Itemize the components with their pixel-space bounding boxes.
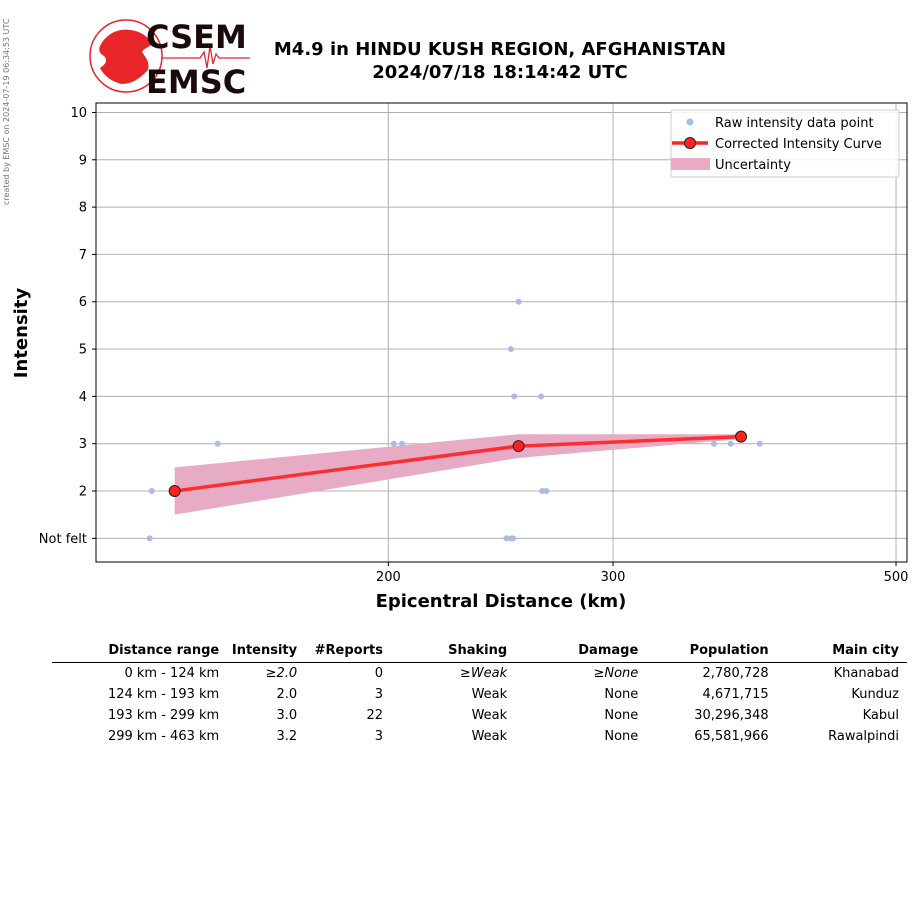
raw-data-point — [516, 299, 522, 305]
legend — [671, 110, 899, 177]
y-tick-label: 9 — [78, 153, 87, 169]
table-header-cell: Distance range — [52, 642, 227, 663]
table-header-row — [52, 642, 907, 663]
y-tick-label: 6 — [78, 295, 87, 311]
table-cell: 22 — [366, 708, 383, 723]
title-event: M4.9 in HINDU KUSH REGION, AFGHANISTAN — [273, 39, 727, 60]
uncertainty-band-layer — [175, 434, 741, 514]
table-cell: Kabul — [862, 708, 899, 723]
table-cell: 299 km - 463 km — [107, 729, 220, 744]
legend-label-uncertainty: Uncertainty — [715, 158, 791, 173]
intensity-curve-point — [513, 441, 524, 452]
raw-data-point — [511, 393, 517, 399]
raw-data-point — [399, 441, 405, 447]
raw-points-layer — [147, 299, 763, 542]
table-header-cell: Main city — [777, 642, 907, 663]
x-tick-label: 300 — [600, 570, 626, 585]
x-axis-label: Epicentral Distance (km) — [375, 591, 627, 612]
table-body — [52, 663, 907, 748]
table-cell: 0 — [374, 666, 383, 681]
tick-layer — [39, 106, 909, 585]
y-tick-label: 10 — [70, 105, 87, 121]
creation-note: created by EMSC on 2024-07-19 06:34:53 UTC — [2, 18, 11, 205]
table-cell: 3 — [374, 687, 383, 702]
table-cell: Rawalpindi — [828, 729, 899, 744]
raw-data-point — [510, 535, 516, 541]
legend-label-raw: Raw intensity data point — [715, 116, 874, 131]
y-tick-label: Not felt — [38, 531, 87, 547]
table-header-cell: #Reports — [305, 642, 391, 663]
intensity-curve-point — [736, 431, 747, 442]
raw-data-point — [215, 441, 221, 447]
table-cell: 2.0 — [276, 687, 298, 702]
uncertainty-band — [175, 434, 741, 514]
table-row — [52, 726, 907, 747]
table-cell: ≥2.0 — [265, 666, 298, 681]
y-tick-label: 5 — [78, 342, 87, 358]
y-tick-label: 4 — [78, 389, 87, 405]
raw-data-point — [149, 488, 155, 494]
table-cell: 3.2 — [276, 729, 298, 744]
table-cell: ≥Weak — [459, 666, 508, 681]
table-cell: 65,581,966 — [694, 729, 769, 744]
table-cell: 3 — [374, 729, 383, 744]
table-header-cell: Damage — [515, 642, 646, 663]
table-cell: None — [604, 708, 639, 723]
legend-marker-raw — [687, 119, 694, 126]
table-cell: Weak — [471, 687, 508, 702]
table-cell: 3.0 — [276, 708, 298, 723]
logo-text-csem: CSEM — [146, 18, 247, 56]
table-cell: Weak — [471, 708, 508, 723]
legend-marker-curve-dot — [685, 138, 696, 149]
table-cell: 0 km - 124 km — [124, 666, 220, 681]
table-cell: ≥None — [593, 666, 639, 681]
intensity-curve-point — [169, 486, 180, 497]
table-row — [52, 705, 907, 726]
table-row — [52, 663, 907, 685]
x-tick-label: 200 — [375, 570, 401, 585]
raw-data-point — [538, 393, 544, 399]
raw-data-point — [543, 488, 549, 494]
table-header-cell: Population — [646, 642, 776, 663]
intensity-table — [52, 642, 907, 747]
table-cell: None — [604, 687, 639, 702]
y-tick-label: 2 — [78, 484, 87, 500]
legend-label-curve: Corrected Intensity Curve — [715, 137, 882, 152]
table-header-cell: Intensity — [227, 642, 305, 663]
table-cell: 193 km - 299 km — [107, 708, 220, 723]
legend-marker-uncertainty — [671, 158, 710, 170]
table-header-cell: Shaking — [391, 642, 515, 663]
table-cell: 4,671,715 — [702, 687, 769, 702]
y-axis-label: Intensity — [11, 287, 32, 379]
table-cell: 30,296,348 — [694, 708, 769, 723]
x-tick-label: 500 — [883, 570, 909, 585]
y-tick-label: 8 — [78, 200, 87, 216]
table-cell: Khanabad — [833, 666, 899, 681]
y-tick-label: 7 — [78, 247, 87, 263]
table-cell: Kunduz — [851, 687, 899, 702]
raw-data-point — [728, 441, 734, 447]
y-tick-label: 3 — [78, 437, 87, 453]
logo-text-emsc: EMSC — [146, 63, 247, 98]
table-row — [52, 684, 907, 705]
table-cell: 124 km - 193 km — [107, 687, 220, 702]
raw-data-point — [147, 535, 153, 541]
table-cell: None — [604, 729, 639, 744]
raw-data-point — [391, 441, 397, 447]
raw-data-point — [711, 441, 717, 447]
table-cell: Weak — [471, 729, 508, 744]
raw-data-point — [757, 441, 763, 447]
raw-data-point — [508, 346, 514, 352]
table-cell: 2,780,728 — [702, 666, 769, 681]
title-datetime: 2024/07/18 18:14:42 UTC — [372, 62, 628, 83]
